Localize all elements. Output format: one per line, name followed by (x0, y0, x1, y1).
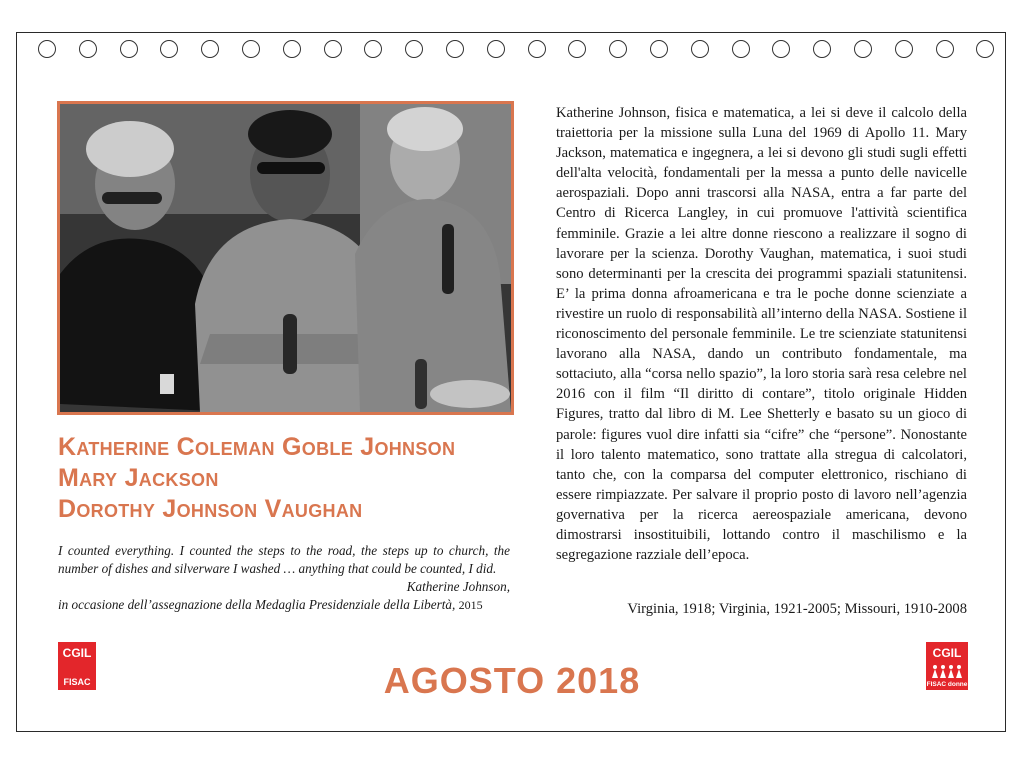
binder-ring-icon (732, 40, 750, 58)
logo-left-top: CGIL (62, 646, 92, 660)
binder-ring-icon (283, 40, 301, 58)
quote-text: I counted everything. I counted the steps to the road, the steps up to church, the number of dishes and silverware I washed … anything that could be counted, I did. (58, 543, 510, 576)
binder-ring-icon (609, 40, 627, 58)
name-mary-jackson: Mary Jackson (58, 464, 219, 492)
birth-places-dates: Virginia, 1918; Virginia, 1921-2005; Missouri, 1910-2008 (627, 601, 967, 617)
quote-year: 2015 (458, 598, 483, 612)
month-title: AGOSTO 2018 (383, 660, 641, 701)
binder-ring-icon (895, 40, 913, 58)
binder-ring-icon (528, 40, 546, 58)
binder-ring-icon (324, 40, 342, 58)
binder-ring-icon (813, 40, 831, 58)
quote-context: in occasione dell’assegnazione della Medaglia Presidenziale della Libertà, (58, 597, 456, 612)
binder-ring-icon (772, 40, 790, 58)
binder-ring-icon (405, 40, 423, 58)
binder-ring-icon (691, 40, 709, 58)
binder-ring-icon (568, 40, 586, 58)
binder-ring-icon (487, 40, 505, 58)
logo-right-bottom: FISAC donne (926, 681, 968, 688)
historical-photo (57, 101, 514, 415)
binder-ring-icon (79, 40, 97, 58)
binder-ring-icon (976, 40, 994, 58)
binder-ring-icon (936, 40, 954, 58)
quote-context-line (58, 596, 510, 614)
binder-ring-icon (364, 40, 382, 58)
binder-ring-icon (446, 40, 464, 58)
logo-right-top: CGIL (932, 646, 962, 660)
photo-three-women-icon (60, 104, 511, 412)
binder-ring-icon (242, 40, 260, 58)
logo-left-bottom: FISAC (63, 677, 91, 687)
binder-ring-icon (854, 40, 872, 58)
binder-ring-icon (120, 40, 138, 58)
binder-ring-icon (650, 40, 668, 58)
scientist-names (58, 432, 518, 525)
women-figures-icon (931, 664, 963, 678)
quote-block (58, 542, 510, 614)
binder-ring-icon (38, 40, 56, 58)
name-katherine-johnson: Katherine Coleman Goble Johnson (58, 433, 456, 461)
binder-rings (38, 40, 998, 62)
cgil-fisac-donne-logo (926, 642, 968, 690)
name-dorothy-vaughan: Dorothy Johnson Vaughan (58, 495, 363, 523)
biography-text: Katherine Johnson, fisica e matematica, a lei si deve il calcolo della traiettoria per la missione sulla Luna del 1969 di Apollo 11. Mary Jackson, matematica e ingegnera, a lei si devono gli studi sugli effetti dell'alta velocità, fondamentali per la messa a punto delle navicelle aerospaziali. Dopo anni trascorsi alla NASA, entra a far parte del Centro di Ricerca Langley, in cui promuove l'attività scientifica femminile. Grazie a lei altre donne riescono a realizzare il sogno di lavorare per la scienza. Dorothy Vaughan, matematica, i suoi studi sono determinanti per la crescita dei programmi spaziali statunitensi. E’ la prima donna afroamericana e tra le poche donne scienziate a rivestire un ruolo di responsabilità all’interno della NASA. Sostiene il riconoscimento del personale femminile. Le tre scienziate statunitensi lavorano alla NASA, dando un contributo fondamentale, ma sottaciuto, alla “corsa nello spazio”, la loro storia sarà resa celebre nel 2016 con il film “Il diritto di contare”, titolo originale Hidden Figures, tratto dal libro di M. Lee Shetterly e basato su un gioco di parole: figures vuol dire infatti sia “cifre” che “persone”. Nonostante il loro talento matematico, sono trattate alla stregua di calcolatori, tanto che, con la comparsa del computer elettronico, rischiano di essere rimpiazzate. Per salvare il proprio posto di lavoro nell’agenzia governativa per la ricerca aereospaziale americana, devono dimostrarsi insostituibili, lottando contro il maschilismo e la segregazione razziale dell’epoca. (556, 105, 967, 564)
quote-author: Katherine Johnson, (406, 579, 510, 594)
binder-ring-icon (160, 40, 178, 58)
binder-ring-icon (201, 40, 219, 58)
